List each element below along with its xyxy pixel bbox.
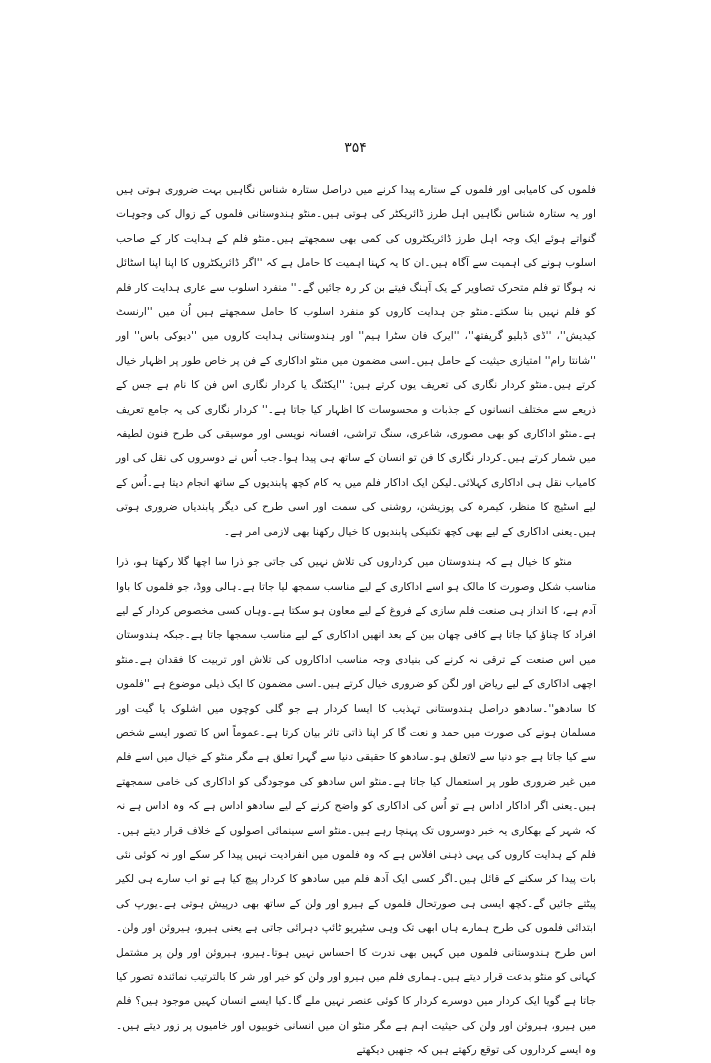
paragraph-2: منٹو کا خیال ہے کہ ہندوستان میں کرداروں کی تلاش نہیں کی جاتی جو ذرا سا اچھا گلا رکھتا ہو، ذرا مناسب شکل وصورت کا مالک ہو اسے اداکاری کے لیے مناسب سمجھ لیا جاتا ہے۔ہالی ووڈ، جو فلموں کا باوا آدم ہے، کا انداز ہی صنعت فلم سازی کے فروغ کے لیے معاون ہو سکتا ہے۔وہاں کسی مخصوص کردار کے لیے افراد کا چناؤ کیا جاتا ہے کافی چھان بین کے بعد انھیں اداکاری کے لیے مناسب سمجھا جاتا ہے۔جبکہ ہندوستان میں اس صنعت کے ترقی نہ کرنے کی بنیادی وجہ مناسب اداکاروں کی تلاش اور تربیت کا فقدان ہے۔منٹو اچھی اداکاری کے لیے ریاض اور لگن کو ضروری خیال کرتے ہیں۔اسی مضمون کا ایک ذیلی موضوع ہے ''فلموں کا سادھو''۔سادھو دراصل ہندوستانی تہذیب کا ایسا کردار ہے جو گلی کوچوں میں اشلوک یا گیت اور مسلمان ہونے کی صورت میں حمد و نعت گا کر اپنا ذاتی تاثر بیان کرتا ہے۔عموماً اس کا تصور ایسے شخص سے کیا جاتا ہے جو دنیا سے لاتعلق ہو۔سادھو کا حقیقی دنیا سے گہرا تعلق ہے مگر منٹو کے خیال میں اسے فلم میں غیر ضروری طور پر استعمال کیا جاتا ہے۔منٹو اس سادھو کی موجودگی کو اداکاری کی خامی سمجھتے ہیں۔یعنی اگر اداکار اداس ہے تو اُس کی اداکاری کو واضح کرنے کے لیے سادھو اداس ہے کہ وہ اداس ہے نہ کہ شہر کے بھکاری یہ خبر دوسروں تک پہنچا رہے ہیں۔منٹو اسے سینمائی اصولوں کے خلاف قرار دیتے ہیں۔فلم کے ہدایت کاروں کی یہی ذہنی افلاس ہے کہ وہ فلموں میں انفرادیت نہیں پیدا کر سکے اور نہ کوئی نئی بات پیدا کر سکنے کے قائل ہیں۔اگر کسی ایک آدھ فلم میں سادھو کا کردار پیچ کیا ہے تو اب سارے ہی لکیر پیٹتے جائیں گے۔کچھ ایسی ہی صورتحال فلموں کے ہیرو اور ولن کے ساتھ بھی درپیش ہوتی ہے۔یورپ کی ابتدائی فلموں کی طرح ہمارے ہاں ابھی تک وہی سٹیریو ٹائپ دہرائی جاتی ہے یعنی ہیرو، ہیروئن اور ولن۔اس طرح ہندوستانی فلموں میں کہیں بھی ندرت کا احساس نہیں ہوتا۔ہیرو، ہیروئن اور ولن پر مشتمل کہانی کو منٹو بدعت قرار دیتے ہیں۔ہماری فلم میں ہیرو اور ولن کو خیر اور شر کا بالترتیب نمائندہ تصور کیا جاتا ہے گویا ایک کردار میں دوسرے کردار کا کوئی عنصر نہیں ملے گا۔کیا ایسے انسان کہیں موجود ہیں؟ فلم میں ہیرو، ہیروئن اور ولن کی حیثیت اہم ہے مگر منٹو ان میں انسانی خوبیوں اور خامیوں پر زور دیتے ہیں۔وہ ایسے کرداروں کی توقع رکھتے ہیں کہ جنھیں دیکھتے — [116, 556, 596, 1057]
paragraph-1: فلموں کی کامیابی اور فلموں کے ستارے پیدا کرنے میں دراصل ستارہ شناس نگاہیں بہت ضروری ہوتی ہیں اور یہ ستارہ شناس نگاہیں اہل طرز ڈائریکٹر کی ہوتی ہیں۔منٹو ہندوستانی فلموں کے زوال کی وجوہات گنواتے ہوئے ایک وجہ اہل طرز ڈائریکٹروں کی کمی بھی سمجھتے ہیں۔منٹو فلم کے ہدایت کار کے صاحب اسلوب ہونے کی اہمیت سے آگاہ ہیں۔ان کا یہ کہنا اہمیت کا حامل ہے کہ ''اگر ڈائریکٹروں کا اپنا اپنا اسٹائل نہ ہوگا تو فلم متحرک تصاویر کے یک آہنگ فیتے بن کر رہ جائیں گے۔'' منفرد اسلوب سے عاری ہدایت کار فلم کو فلم نہیں بنا سکتے۔منٹو جن ہدایت کاروں کو منفرد اسلوب کا حامل سمجھتے ہیں اُن میں ''ارنسٹ کیدیش''، ''ڈی ڈبلیو گریفتھ''، ''ایرک فان سٹرا ہیم'' اور ہندوستانی ہدایت کاروں میں ''دیوکی باس'' اور ''شانتا رام'' امتیازی حیثیت کے حامل ہیں۔اسی مضمون میں منٹو اداکاری کے فن پر خاص طور پر اظہار خیال کرتے ہیں۔منٹو کردار نگاری کی تعریف یوں کرتے ہیں: ''ایکٹنگ یا کردار نگاری اس فن کا نام ہے جس کے ذریعے سے مختلف انسانوں کے جذبات و محسوسات کا اظہار کیا جاتا ہے۔'' کردار نگاری کی یہ جامع تعریف ہے۔منٹو اداکاری کو بھی مصوری، شاعری، سنگ تراشی، افسانہ نویسی اور موسیقی کی طرح فنون لطیفہ میں شمار کرتے ہیں۔کردار نگاری کا فن تو انسان کے ساتھ ہی پیدا ہوا۔جب اُس نے دوسروں کی نقل کی اور کامیاب نقل ہی اداکاری کہلائی۔لیکن ایک اداکار فلم میں یہ کام کچھ پابندیوں کے ساتھ انجام دیتا ہے۔اُس کے لیے اسٹیج کا منظر، کیمرہ کی پوزیشن، روشنی کی سمت اور اسی طرح کی دیگر پابندیاں ضروری ہوتی ہیں۔یعنی اداکاری کے لیے بھی کچھ تکنیکی پابندیوں کا خیال رکھنا بھی لازمی امر ہے۔ — [116, 184, 596, 538]
page-number: ۳۵۴ — [344, 140, 367, 156]
text-block — [116, 178, 596, 1063]
